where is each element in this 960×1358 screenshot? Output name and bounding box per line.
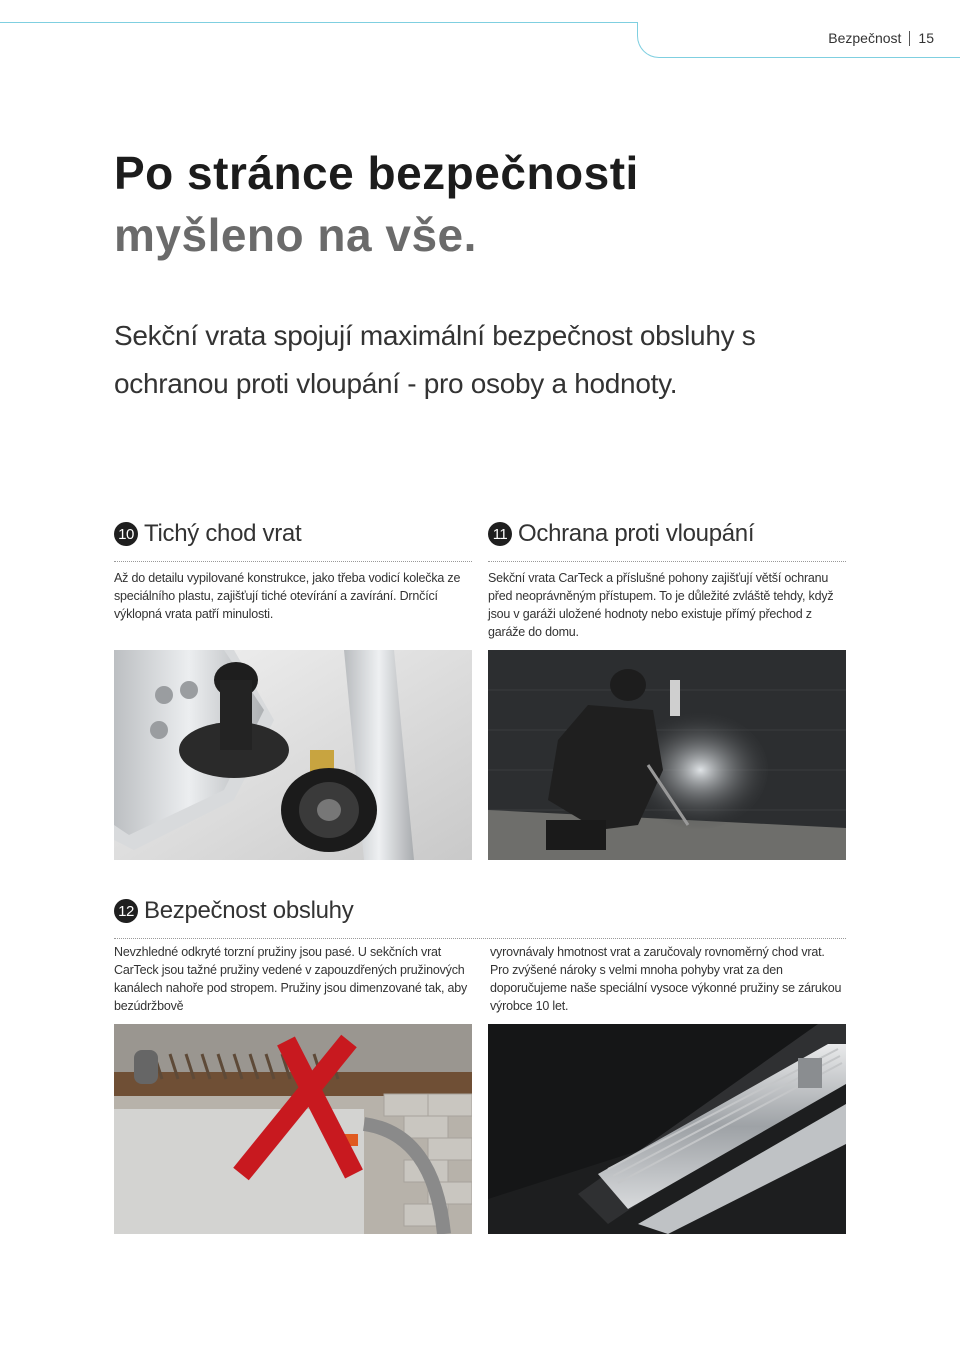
encapsulated-spring-photo (488, 1024, 846, 1234)
header-separator (909, 31, 910, 46)
page-title-line2: myšleno na vše. (114, 209, 477, 261)
section-11-text: Sekční vrata CarTeck a příslušné pohony zajišťují větší ochranu před neoprávněným přístupem. To je důležité zvláště tehdy, když jsou v garáži uložené hodnoty nebo existuje přímý přechod z garáže do domu. (488, 571, 834, 639)
header-section: Bezpečnost (828, 30, 902, 46)
section-title: Tichý chod vrat (144, 520, 302, 547)
section-title: Ochrana proti vloupání (518, 520, 755, 547)
section-title: Bezpečnost obsluhy (144, 897, 354, 924)
exposed-spring-photo (114, 1024, 472, 1234)
section-divider (114, 561, 472, 562)
section-divider (488, 561, 846, 562)
section-divider (114, 938, 846, 939)
section-12-heading (114, 897, 353, 925)
section-10-text: Až do detailu vypilované konstrukce, jako třeba vodicí kolečka ze speciálního plastu, zajišťují tiché otevírání a zavírání. Drnčící výklopná vrata patří minulosti. (114, 571, 461, 621)
roller-photo (114, 650, 472, 860)
section-11-heading (488, 520, 754, 548)
intro-text: Sekční vrata spojují maximální bezpečnost obsluhy s ochranou proti vloupání - pro osoby a hodnoty. (114, 320, 756, 399)
section-10-heading (114, 520, 301, 548)
section-12-text-right: vyrovnávaly hmotnost vrat a zaručovaly rovnoměrný chod vrat. Pro zvýšené nároky s velmi mnoha pohyby vrat za den doporučujeme naše speciální vysoce výkonné pružiny se zárukou výrobce 10 let. (490, 945, 842, 1013)
section-number-badge: 12 (114, 899, 138, 923)
page-number: 15 (918, 30, 934, 46)
page-title-line1: Po stránce bezpečnosti (114, 147, 639, 199)
header-rule-curve (637, 22, 677, 58)
header-rule-tail (676, 57, 960, 58)
section-number-badge: 10 (114, 522, 138, 546)
burglar-photo (488, 650, 846, 860)
header-rule (0, 22, 638, 23)
section-number-badge: 11 (488, 522, 512, 546)
running-header (828, 30, 934, 46)
section-12-text-left: Nevzhledné odkryté torzní pružiny jsou pasé. U sekčních vrat CarTeck jsou tažné pružiny vedené v zapouzdřených pružinových kanálech nahoře pod stropem. Pružiny jsou dimenzované tak, aby bezúdržbově (114, 945, 468, 1013)
